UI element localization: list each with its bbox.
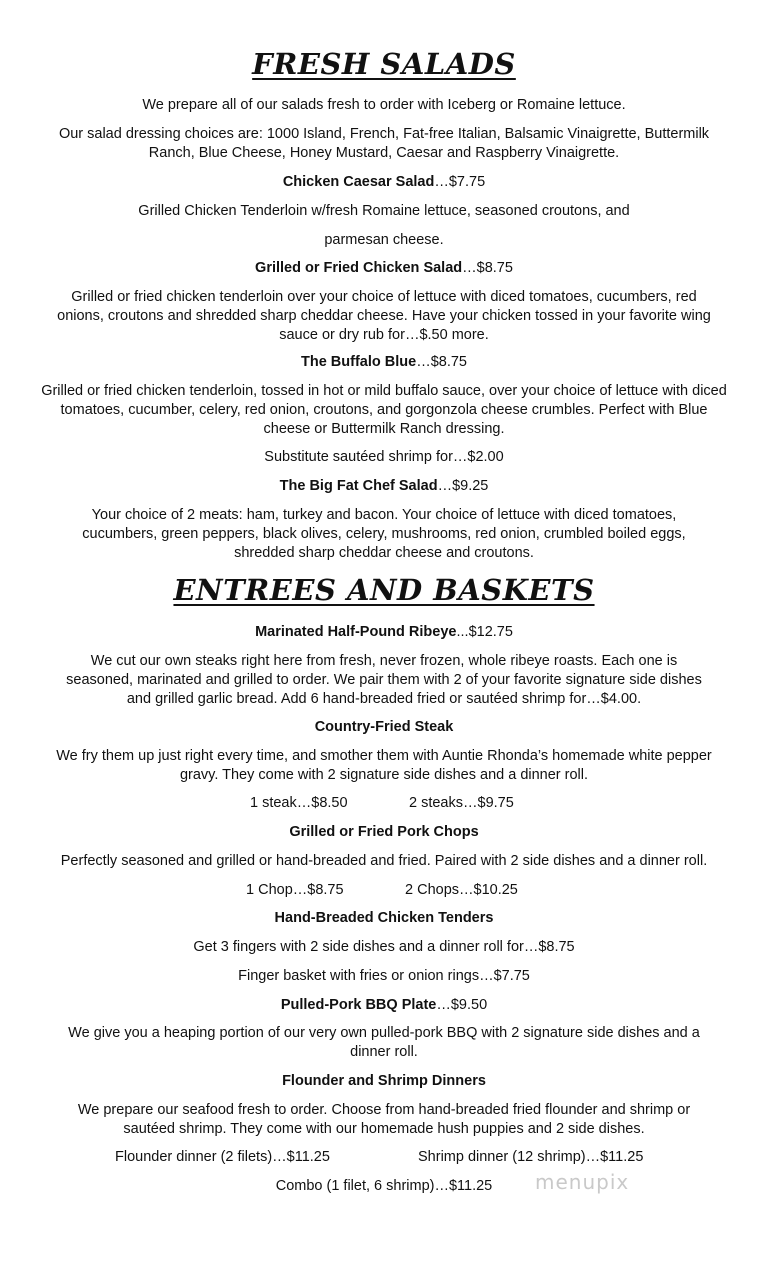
item-description: Get 3 fingers with 2 side dishes and a dinner roll for…$8.75 [193, 939, 575, 955]
menu-item-title [0, 477, 768, 496]
menu-item-title [0, 623, 768, 642]
item-name: The Big Fat Chef Salad [279, 478, 438, 494]
item-description: We cut our own steaks right here from fresh, never frozen, whole ribeye roasts. Each one is seasoned, marinated and grilled to order. We pair them with 2 of your favorite signature side dishes and grilled garlic bread. Add 6 hand-breaded fried or sautéed shrimp for…$4.00. [66, 653, 702, 707]
item-description: We prepare our seafood fresh to order. Choose from hand-breaded fried flounder and shrimp or sautéed shrimp. They come with our homemade hush puppies and 2 side dishes. [77, 1102, 691, 1137]
item-name: Country-Fried Steak [314, 719, 454, 735]
item-price: ...$12.75 [456, 624, 513, 640]
price-option: 2 Chops…$10.25 [405, 882, 518, 898]
item-name: Hand-Breaded Chicken Tenders [274, 910, 494, 926]
item-description: We give you a heaping portion of our very own pulled-pork BBQ with 2 signature side dishes and a dinner roll. [68, 1025, 700, 1060]
item-name: Pulled-Pork BBQ Plate [280, 997, 437, 1013]
entrees-heading: ENTREES AND BASKETS [173, 573, 595, 607]
menu-item-title [0, 259, 768, 278]
item-price: …$7.75 [434, 174, 486, 190]
salads-heading: FRESH SALADS [252, 47, 516, 81]
item-description: Grilled or fried chicken tenderloin, tossed in hot or mild buffalo sauce, over your choice of lettuce with diced tomatoes, cucumber, celery, red onion, croutons, and gorgonzola cheese crumbles. Perfect with Blue cheese or Buttermilk Ranch dressing. [41, 383, 727, 437]
item-price: …$8.75 [462, 260, 513, 276]
salads-dressings: Our salad dressing choices are: 1000 Island, French, Fat-free Italian, Balsamic Vinaigrette, Buttermilk Ranch, Blue Cheese, Honey Mustard, Caesar and Raspberry Vinaigrette. [58, 126, 710, 161]
item-description: We fry them up just right every time, and smother them with Auntie Rhonda’s homemade white pepper gravy. They come with 2 signature side dishes and a dinner roll. [56, 748, 712, 783]
salads-intro: We prepare all of our salads fresh to order with Iceberg or Romaine lettuce. [142, 97, 626, 113]
item-description: parmesan cheese. [324, 232, 444, 248]
item-price: …$9.25 [437, 478, 489, 494]
item-name: Grilled or Fried Pork Chops [289, 824, 479, 840]
item-name: Grilled or Fried Chicken Salad [255, 260, 463, 276]
item-description: Grilled or fried chicken tenderloin over your choice of lettuce with diced tomatoes, cucumbers, red onions, croutons and shredded sharp cheddar cheese. Have your chicken tossed in your favorite wing sauce or dry rub for…$.50 more. [57, 289, 711, 343]
item-description: Finger basket with fries or onion rings…$7.75 [238, 968, 530, 984]
item-name: Flounder and Shrimp Dinners [282, 1073, 486, 1089]
item-price: …$8.75 [416, 354, 467, 370]
item-note: Substitute sautéed shrimp for…$2.00 [264, 449, 504, 465]
menu-item-title [0, 353, 768, 372]
item-description: Perfectly seasoned and grilled or hand-breaded and fried. Paired with 2 side dishes and a dinner roll. [60, 853, 708, 869]
item-description: Your choice of 2 meats: ham, turkey and bacon. Your choice of lettuce with diced tomatoes, cucumbers, green peppers, black olives, celery, mushrooms, red onion, crumbled boiled eggs, shredded sharp cheddar cheese and croutons. [82, 507, 686, 561]
price-option: Flounder dinner (2 filets)…$11.25 [115, 1149, 330, 1165]
price-option: 2 steaks…$9.75 [409, 795, 514, 811]
item-description: Grilled Chicken Tenderloin w/fresh Romaine lettuce, seasoned croutons, and [138, 203, 630, 219]
price-option: Shrimp dinner (12 shrimp)…$11.25 [418, 1149, 644, 1165]
item-name: Chicken Caesar Salad [282, 174, 435, 190]
menupix-watermark: menupix [535, 1170, 630, 1194]
price-option: 1 steak…$8.50 [250, 795, 348, 811]
price-option: 1 Chop…$8.75 [246, 882, 344, 898]
menu-item-title [0, 996, 768, 1015]
menu-item-title [0, 173, 768, 192]
price-option: Combo (1 filet, 6 shrimp)…$11.25 [275, 1178, 493, 1194]
item-name: The Buffalo Blue [301, 354, 417, 370]
item-price: …$9.50 [436, 997, 488, 1013]
item-name: Marinated Half-Pound Ribeye [255, 624, 457, 640]
